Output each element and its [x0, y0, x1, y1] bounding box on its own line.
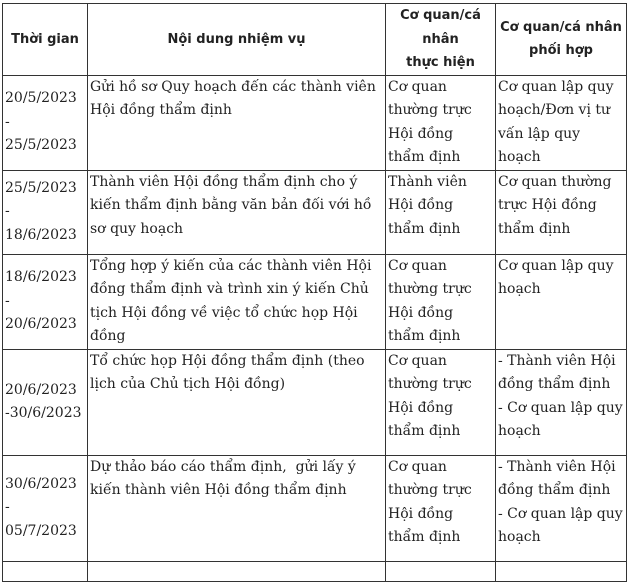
date-start: 18/6/2023 - — [5, 269, 77, 309]
date-end: 20/6/2023 — [5, 316, 77, 333]
coordinator-item: - Cơ quan lập quy hoạch — [498, 505, 623, 545]
coordinator-item: - Cơ quan lập quy hoạch — [498, 399, 623, 439]
header-coordinator — [496, 4, 627, 76]
table-row — [3, 455, 627, 561]
row-coordinator — [496, 455, 627, 561]
row-executor: Cơ quan thường trực Hội đồng thẩm định — [386, 349, 496, 455]
header-content: Nội dung nhiệm vụ — [88, 4, 386, 76]
row-task: Thành viên Hội đồng thẩm định cho ý kiến thẩm định bằng văn bản đối với hồ sơ quy hoạch — [88, 170, 386, 254]
table-row-partial — [3, 561, 627, 581]
header-executor — [386, 4, 496, 76]
coordinator-item: - Thành viên Hội đồng thẩm định — [498, 458, 616, 498]
row-date — [3, 170, 88, 254]
date-end: -30/6/2023 — [5, 405, 82, 421]
schedule-table — [2, 3, 627, 582]
row-task — [88, 561, 386, 581]
coordinator-item: Cơ quan thường trực Hội đồng thẩm định — [498, 173, 612, 237]
header-executor-line-2: thực hiện — [406, 55, 475, 70]
table-row — [3, 349, 627, 455]
date-end: 05/7/2023 — [5, 522, 77, 539]
row-executor: Cơ quan thường trực Hội đồng thẩm định — [386, 75, 496, 170]
row-task: Tổ chức họp Hội đồng thẩm định (theo lịch của Chủ tịch Hội đồng) — [88, 349, 386, 455]
header-executor-line-1: Cơ quan/cá nhân — [400, 8, 481, 47]
date-end: 25/5/2023 — [5, 137, 77, 154]
date-start: 20/6/2023 — [5, 381, 77, 398]
row-coordinator — [496, 561, 627, 581]
row-date — [3, 349, 88, 455]
date-start: 20/5/2023 - — [5, 90, 77, 130]
row-coordinator — [496, 170, 627, 254]
table-row — [3, 170, 627, 254]
row-executor: Thành viên Hội đồng thẩm định — [386, 170, 496, 254]
row-task: Dự thảo báo cáo thẩm định, gửi lấy ý kiến thành viên Hội đồng thẩm định — [88, 455, 386, 561]
row-task: Tổng hợp ý kiến của các thành viên Hội đồng thẩm định và trình xin ý kiến Chủ tịch Hội đồng về việc tổ chức họp Hội đồng — [88, 254, 386, 349]
row-executor: Cơ quan thường trực Hội đồng thẩm định — [386, 455, 496, 561]
table-row — [3, 254, 627, 349]
header-row — [3, 4, 627, 76]
row-task: Gửi hồ sơ Quy hoạch đến các thành viên Hội đồng thẩm định — [88, 75, 386, 170]
header-coordinator-line-2: phối hợp — [529, 43, 593, 59]
row-coordinator — [496, 75, 627, 170]
table-row — [3, 75, 627, 170]
row-date — [3, 455, 88, 561]
row-executor — [386, 561, 496, 581]
row-coordinator — [496, 349, 627, 455]
row-coordinator — [496, 254, 627, 349]
coordinator-item: Cơ quan lập quy hoạch/Đơn vị tư vấn lập quy hoạch — [498, 78, 614, 165]
row-date — [3, 254, 88, 349]
header-time: Thời gian — [3, 4, 88, 76]
row-executor: Cơ quan thường trực Hội đồng thẩm định — [386, 254, 496, 349]
date-end: 18/6/2023 — [5, 226, 77, 243]
row-date — [3, 75, 88, 170]
date-start: 30/6/2023 - — [5, 475, 77, 516]
coordinator-item: Cơ quan lập quy hoạch — [498, 257, 614, 297]
date-start: 25/5/2023 - — [5, 179, 77, 220]
row-date — [3, 561, 88, 581]
coordinator-item: - Thành viên Hội đồng thẩm định — [498, 352, 616, 392]
header-coordinator-line-1: Cơ quan/cá nhân — [500, 19, 622, 35]
